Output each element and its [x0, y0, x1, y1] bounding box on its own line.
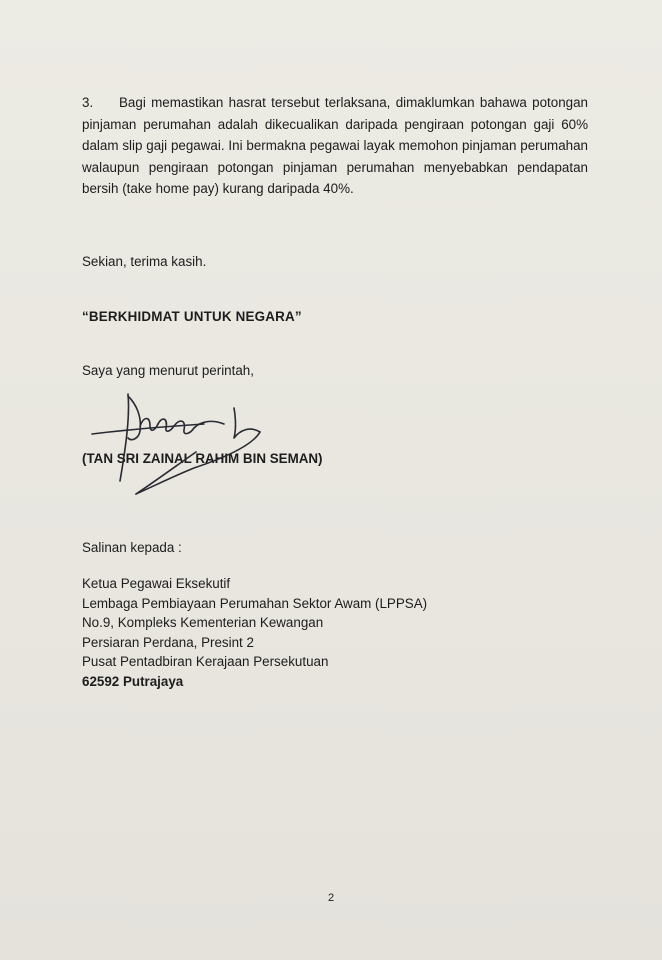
address-line: Lembaga Pembiayaan Perumahan Sektor Awam (LPPSA)	[82, 595, 428, 611]
copy-to-label: Salinan kepada :	[82, 540, 182, 555]
motto: “BERKHIDMAT UNTUK NEGARA”	[82, 309, 302, 324]
obedient-line: Saya yang menurut perintah,	[82, 363, 254, 378]
signatory-name: (TAN SRI ZAINAL RAHIM BIN SEMAN)	[82, 451, 323, 466]
address-line: Ketua Pegawai Eksekutif	[82, 576, 231, 591]
recipient-address	[82, 574, 427, 691]
paragraph-text: Bagi memastikan hasrat tersebut terlaksana, dimaklumkan bahawa potongan pinjaman perumahan adalah dikecualikan daripada pengiraan potongan gaji 60% dalam slip gaji pegawai. Ini bermakna pegawai layak memohon pinjaman perumahan walaupun pengiraan potongan pinjaman perumahan menyebabkan pendapatan bersih (take home pay) kurang daripada 40%.	[82, 95, 588, 196]
closing-line: Sekian, terima kasih.	[82, 254, 207, 269]
address-line: Pusat Pentadbiran Kerajaan Persekutuan	[82, 654, 329, 669]
address-line: No.9, Kompleks Kementerian Kewangan	[82, 615, 324, 630]
address-line: Persiaran Perdana, Presint 2	[82, 634, 254, 650]
handwritten-signature	[84, 386, 284, 504]
paragraph-3	[82, 92, 588, 200]
address-postcode-city: 62592 Putrajaya	[82, 673, 184, 689]
paragraph-number: 3.	[82, 95, 94, 110]
page-number: 2	[327, 892, 335, 904]
